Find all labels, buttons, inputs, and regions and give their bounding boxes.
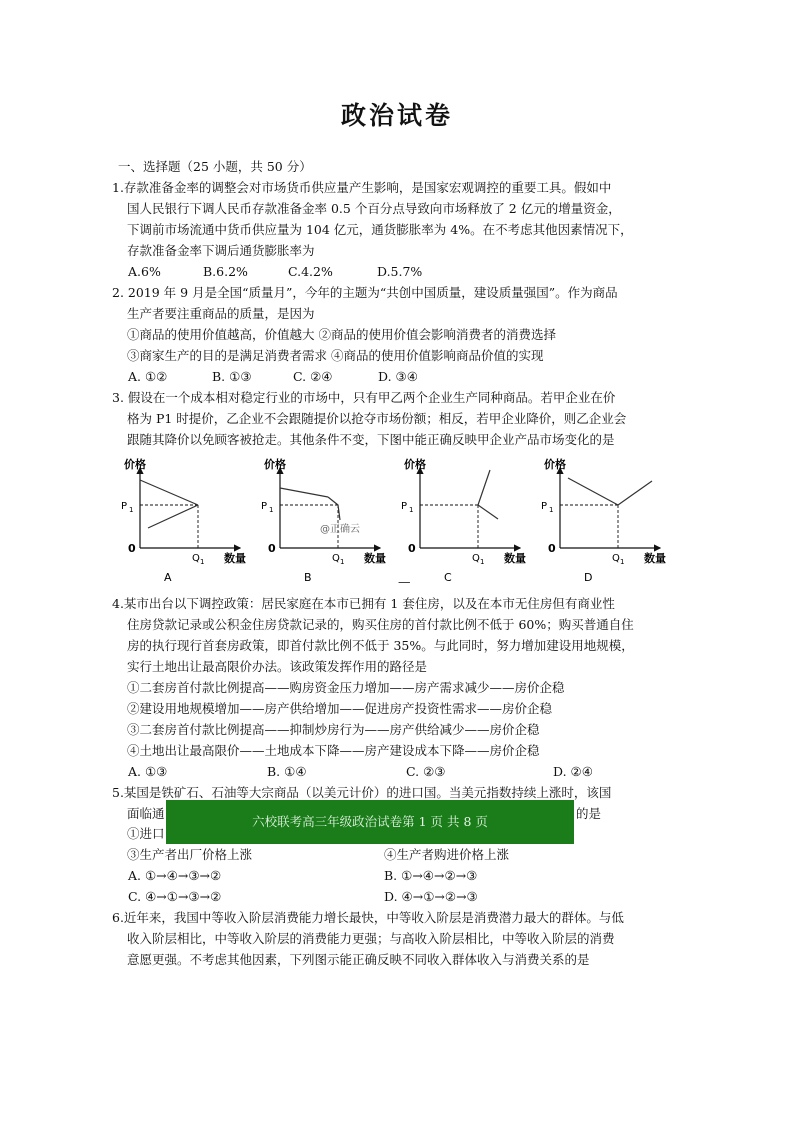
q2-line-4: ③商家生产的目的是满足消费者需求 ④商品的使用价值影响商品价值的实现 — [127, 348, 544, 363]
q3-line-1: 3. 假设在一个成本相对稳定行业的市场中，只有甲乙两个企业生产同种商品。若甲企业在价 — [112, 390, 616, 405]
graph-b-watermark: @正确云 — [320, 524, 360, 535]
q4-option-b: B. ①④ — [267, 764, 307, 779]
graph-d-q-sub: 1 — [620, 558, 625, 566]
graph-b-q-sub: 1 — [340, 558, 345, 566]
q5-option-c: C. ④→①→③→② — [128, 889, 222, 904]
graph-a-curve-lower — [148, 505, 198, 528]
graph-d-xlabel: 数量 — [644, 552, 666, 565]
q4-line-3: 房的执行现行首套房政策，即首付款比例不低于 35%。与此同时，努力增加建设用地规模， — [127, 638, 634, 653]
graph-d-caption: D — [584, 571, 593, 584]
graph-b-ylabel: 价格 — [264, 458, 286, 471]
graph-d-ylabel: 价格 — [544, 458, 566, 471]
q5-line-1: 5.某国是铁矿石、石油等大宗商品（以美元计价）的进口国。当美元指数持续上涨时，该国 — [112, 785, 612, 800]
q4-option-a: A. ①③ — [128, 764, 168, 779]
graph-c-origin: 0 — [408, 542, 416, 555]
graph-b-xlabel: 数量 — [364, 552, 386, 565]
q5-option-b: B. ①→④→②→③ — [384, 868, 478, 883]
q4-line-1: 4.某市出台以下调控政策：居民家庭在本市已拥有 1 套住房，以及在本市无住房但有商业性 — [112, 596, 615, 611]
q6-line-1: 6.近年来，我国中等收入阶层消费能力增长最快，中等收入阶层是消费潜力最大的群体。与低 — [112, 910, 624, 925]
q2-option-a: A. ①② — [128, 369, 168, 384]
q1-line-4: 存款准备金率下调后通货膨胀率为 — [127, 243, 315, 258]
q2-option-c: C. ②④ — [293, 369, 333, 384]
page-footer-banner: 六校联考高三年级政治试卷第 1 页 共 8 页 — [166, 800, 574, 844]
q4-path-3: ③二套房首付款比例提高——抑制炒房行为——房产供给减少——房价企稳 — [127, 722, 540, 737]
graph-a-caption: A — [164, 571, 172, 584]
graph-c-q-label: Q — [472, 553, 480, 564]
graph-c-curve-lower — [478, 505, 498, 519]
q1-line-2: 国人民银行下调人民币存款准备金率 0.5 个百分点导致向市场释放了 2 亿元的增量资金， — [127, 201, 621, 216]
graph-b-caption: B — [304, 571, 312, 584]
graph-a-curve-upper — [140, 480, 198, 505]
graph-a-q-label: Q — [192, 553, 200, 564]
graph-a-xlabel: 数量 — [224, 552, 246, 565]
q2-line-2: 生产者要注重商品的质量，是因为 — [127, 306, 315, 321]
graph-c-caption: C — [444, 571, 452, 584]
graph-d-curve-lower — [618, 481, 652, 505]
q4-line-2: 住房贷款记录或公积金住房贷款记录的，购买住房的首付款比例不低于 60%；购买普通自住 — [127, 617, 634, 632]
graph-a-p-sub: 1 — [129, 506, 134, 514]
graph-b-p-label: P — [261, 501, 268, 512]
q4-path-2: ②建设用地规模增加——房产供给增加——促进房产投资性需求——房价企稳 — [127, 701, 553, 716]
graph-d-p-label: P — [541, 501, 548, 512]
q2-line-3: ①商品的使用价值越高，价值越大 ②商品的使用价值会影响消费者的消费选择 — [127, 327, 556, 342]
q4-option-d: D. ②④ — [553, 764, 593, 779]
graph-c-p-sub: 1 — [409, 506, 414, 514]
q6-line-3: 意愿更强。不考虑其他因素，下列图示能正确反映不同收入群体收入与消费关系的是 — [127, 952, 590, 967]
q2-option-d: D. ③④ — [378, 369, 418, 384]
q5-line-2: 面临通 — [127, 806, 165, 821]
q4-path-1: ①二套房首付款比例提高——购房资金压力增加——房产需求减少——房价企稳 — [127, 680, 565, 695]
graph-a-ylabel: 价格 — [124, 458, 146, 471]
q2-option-b: B. ①③ — [212, 369, 252, 384]
q5-option-a: A. ①→④→③→② — [128, 868, 222, 883]
graph-d-p-sub: 1 — [549, 506, 554, 514]
graph-d-origin: 0 — [548, 542, 556, 555]
graph-a-p-label: P — [121, 501, 128, 512]
q3-graphs — [118, 458, 678, 588]
graph-d-curve-upper — [568, 478, 618, 505]
q6-line-2: 收入阶层相比，中等收入阶层的消费能力更强；与高收入阶层相比，中等收入阶层的消费 — [127, 931, 615, 946]
graph-c-ylabel: 价格 — [404, 458, 426, 471]
q4-path-4: ④土地出让最高限价——土地成本下降——房产建设成本下降——房价企稳 — [127, 743, 540, 758]
q5-sub-3: ③生产者出厂价格上涨 — [127, 847, 253, 862]
q5-line-3: ①进口 — [127, 826, 165, 841]
graph-b-q-label: Q — [332, 553, 340, 564]
section-heading: 一、选择题（25 小题，共 50 分） — [118, 159, 312, 174]
q3-graphs-svg — [118, 458, 678, 588]
q3-line-2: 格为 P1 时提价，乙企业不会跟随提价以抢夺市场份额；相反，若甲企业降价，则乙企业会 — [127, 411, 627, 426]
q4-line-4: 实行土地出让最高限价办法。该政策发挥作用的路径是 — [127, 659, 428, 674]
graph-c-q-sub: 1 — [480, 558, 485, 566]
graph-d-q-label: Q — [612, 553, 620, 564]
graph-a-q-sub: 1 — [200, 558, 205, 566]
q2-line-1: 2. 2019 年 9 月是全国“质量月”，今年的主题为“共创中国质量，建设质量强国”。作为商品 — [112, 285, 618, 300]
q1-option-b: B.6.2% — [203, 264, 248, 279]
graph-c-p-label: P — [401, 501, 408, 512]
q1-option-d: D.5.7% — [377, 264, 423, 279]
q3-line-3: 跟随其降价以免顾客被抢走。其他条件不变，下图中能正确反映甲企业产品市场变化的是 — [127, 432, 615, 447]
q1-line-3: 下调前市场流通中货币供应量为 104 亿元，通货膨胀率为 4%。在不考虑其他因素情况下， — [127, 222, 633, 237]
page-title: 政治试卷 — [340, 101, 453, 130]
graph-b-p-sub: 1 — [269, 506, 274, 514]
graph-c-xlabel: 数量 — [504, 552, 526, 565]
q1-line-1: 1.存款准备金率的调整会对市场货币供应量产生影响，是国家宏观调控的重要工具。假如中 — [112, 180, 612, 195]
q5-line-2-end: 的是 — [576, 806, 602, 821]
graph-b-curve-upper — [280, 488, 328, 497]
q5-option-d: D. ④→①→②→③ — [384, 889, 478, 904]
q1-option-a: A.6% — [128, 264, 161, 279]
graph-c-curve-upper — [478, 470, 490, 505]
graph-a-origin: 0 — [128, 542, 136, 555]
graph-b-origin: 0 — [268, 542, 276, 555]
q4-option-c: C. ②③ — [406, 764, 446, 779]
q1-option-c: C.4.2% — [288, 264, 333, 279]
q3-dash-mark: — — [398, 574, 411, 589]
q5-sub-4: ④生产者购进价格上涨 — [384, 847, 510, 862]
